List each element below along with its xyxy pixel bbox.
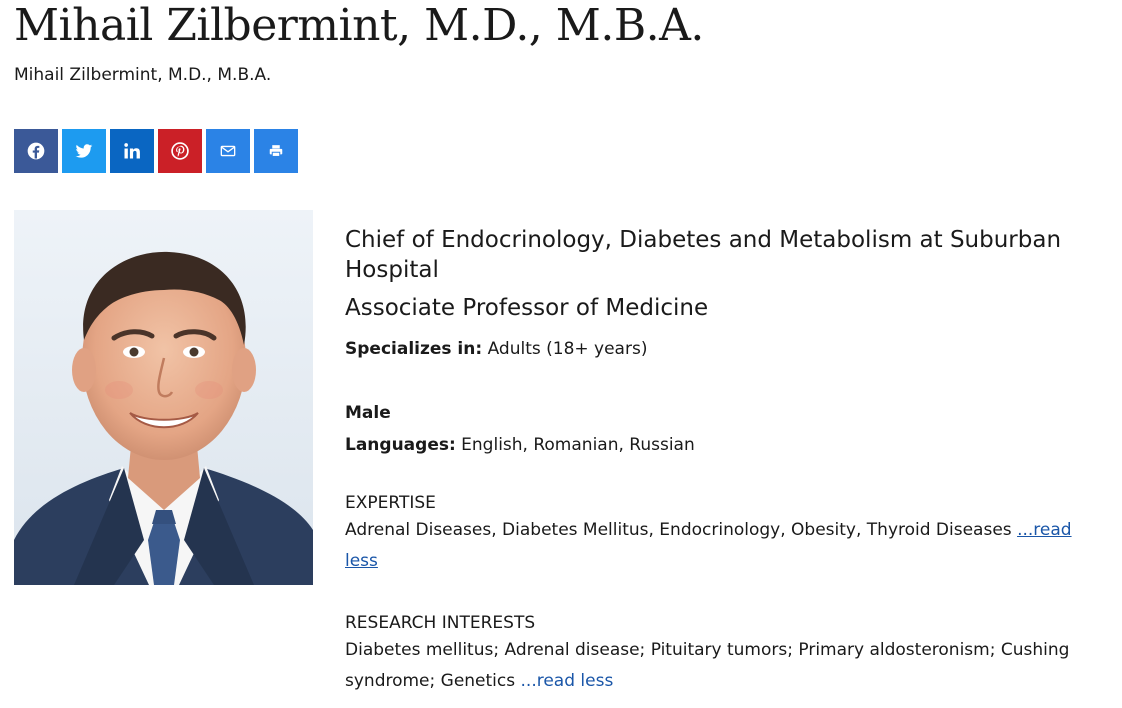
research-interests-text: Diabetes mellitus; Adrenal disease; Pituitary tumors; Primary aldosteronism; Cushing syndrome; Genetics bbox=[345, 640, 1070, 691]
expertise-text: Adrenal Diseases, Diabetes Mellitus, Endocrinology, Obesity, Thyroid Diseases bbox=[345, 520, 1018, 540]
linkedin-icon bbox=[122, 141, 142, 161]
print-icon bbox=[266, 141, 286, 161]
secondary-title: Associate Professor of Medicine bbox=[345, 295, 709, 321]
share-email-button[interactable] bbox=[206, 129, 250, 173]
specializes-label: Specializes in: bbox=[345, 339, 483, 359]
gender: Male bbox=[345, 403, 391, 423]
languages-label: Languages: bbox=[345, 435, 456, 455]
doctor-photo bbox=[14, 210, 313, 585]
specializes-value: Adults (18+ years) bbox=[482, 339, 648, 359]
research-read-less-link[interactable]: ...read less bbox=[520, 671, 614, 691]
page-title: Mihail Zilbermint, M.D., M.B.A. bbox=[14, 0, 704, 51]
share-pinterest-button[interactable] bbox=[158, 129, 202, 173]
expertise-body bbox=[345, 515, 1085, 577]
doctor-portrait-image bbox=[14, 210, 313, 585]
expertise-heading: EXPERTISE bbox=[345, 493, 436, 513]
research-interests-heading: RESEARCH INTERESTS bbox=[345, 613, 536, 633]
research-interests-body bbox=[345, 635, 1085, 697]
languages-value: English, Romanian, Russian bbox=[455, 435, 695, 455]
profile-details bbox=[345, 225, 1085, 697]
share-toolbar bbox=[14, 129, 298, 173]
doctor-name-subheading: Mihail Zilbermint, M.D., M.B.A. bbox=[14, 65, 272, 85]
pinterest-icon bbox=[170, 141, 190, 161]
print-button[interactable] bbox=[254, 129, 298, 173]
expertise-read-less-link[interactable]: ...read less bbox=[345, 520, 1072, 571]
primary-title: Chief of Endocrinology, Diabetes and Metabolism at Suburban Hospital bbox=[345, 227, 1062, 283]
share-facebook-button[interactable] bbox=[14, 129, 58, 173]
share-twitter-button[interactable] bbox=[62, 129, 106, 173]
share-linkedin-button[interactable] bbox=[110, 129, 154, 173]
languages-row bbox=[345, 433, 1085, 457]
facebook-icon bbox=[26, 141, 46, 161]
mail-icon bbox=[218, 141, 238, 161]
specializes-row bbox=[345, 337, 1085, 361]
twitter-icon bbox=[74, 141, 94, 161]
